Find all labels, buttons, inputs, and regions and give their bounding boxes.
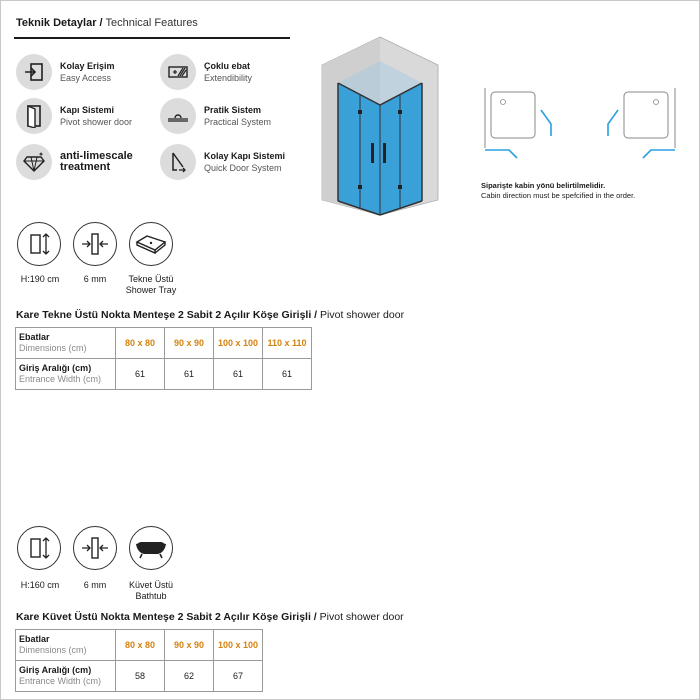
width-cell: 61 <box>214 359 263 390</box>
table2-title <box>16 611 404 623</box>
feature-pivot-door <box>16 98 132 134</box>
pivot-door-icon <box>16 98 52 134</box>
header-title-en: Technical Features <box>105 17 198 29</box>
entrance-width-label-tr: Giriş Aralığı (cm) <box>19 665 92 675</box>
bathtub-icon <box>129 526 173 570</box>
table-row <box>16 359 312 390</box>
shower-tray-label-tr: Tekne Üstü <box>128 274 174 284</box>
feature-label-tr: Kolay Kapı Sistemi <box>204 151 286 161</box>
order-note-en: Cabin direction must be spefcified in the order. <box>481 191 636 200</box>
feature-label-tr: Kapı Sistemi <box>60 105 115 115</box>
section-header <box>16 17 198 29</box>
feature-quick-door <box>160 144 285 180</box>
table-row <box>16 328 312 359</box>
practical-system-icon <box>160 98 196 134</box>
dimensions-label-tr: Ebatlar <box>19 634 50 644</box>
feature-practical-system <box>160 98 271 134</box>
feature-label-en: Easy Access <box>60 73 112 83</box>
feature-extendibility <box>160 54 252 90</box>
width-cell: 58 <box>116 661 165 692</box>
anti-limescale-icon <box>16 144 52 180</box>
width-cell: 67 <box>214 661 263 692</box>
feature-label-tr: Çoklu ebat <box>204 61 251 71</box>
height-icon <box>17 222 61 266</box>
glass-thickness-label: 6 mm <box>83 274 107 284</box>
shower-tray-label-en: Shower Tray <box>125 285 177 295</box>
dimensions-label-en: Dimensions (cm) <box>19 343 87 353</box>
bathtub-label-en: Bathtub <box>135 591 167 601</box>
feature-anti-limescale <box>16 144 134 180</box>
dimensions-label-en: Dimensions (cm) <box>19 645 87 655</box>
feature-label-tr: Kolay Erişim <box>60 61 115 71</box>
bathtub-label-tr: Küvet Üstü <box>128 580 174 590</box>
feature-label-en: Quick Door System <box>204 163 282 173</box>
table2 <box>15 629 263 692</box>
glass-thickness-label: 6 mm <box>83 580 107 590</box>
feature-label-en: Practical System <box>204 117 272 127</box>
size-cell: 90 x 90 <box>165 328 214 359</box>
feature-label-tr: anti-limescale treatment <box>60 150 133 173</box>
entrance-width-label-en: Entrance Width (cm) <box>19 676 102 686</box>
entrance-width-label <box>16 661 116 692</box>
feature-label-en: Pivot shower door <box>60 117 133 127</box>
entrance-width-label <box>16 359 116 390</box>
quick-door-icon <box>160 144 196 180</box>
table1-title <box>16 309 404 321</box>
table2-title-en: Pivot shower door <box>319 611 404 623</box>
size-cell: 100 x 100 <box>214 328 263 359</box>
table-row <box>16 630 263 661</box>
width-cell: 61 <box>116 359 165 390</box>
size-cell: 110 x 110 <box>263 328 312 359</box>
table-row <box>16 661 263 692</box>
glass-thickness-icon <box>73 526 117 570</box>
entrance-width-label-en: Entrance Width (cm) <box>19 374 102 384</box>
size-cell: 80 x 80 <box>116 630 165 661</box>
easy-access-icon <box>16 54 52 90</box>
size-cell: 100 x 100 <box>214 630 263 661</box>
order-note <box>481 181 635 201</box>
table1-title-tr: Kare Tekne Üstü Nokta Menteşe 2 Sabit 2 Açılır Köşe Girişli / <box>16 309 318 321</box>
height-icon <box>17 526 61 570</box>
height-label: H:190 cm <box>20 274 60 284</box>
entrance-width-label-tr: Giriş Aralığı (cm) <box>19 363 92 373</box>
header-title-tr: Teknik Detaylar / <box>16 17 103 29</box>
dimensions-label-tr: Ebatlar <box>19 332 50 342</box>
feature-label-tr: Pratik Sistem <box>204 105 262 115</box>
extendibility-icon <box>160 54 196 90</box>
width-cell: 61 <box>165 359 214 390</box>
right-direction-diagram <box>602 88 677 168</box>
glass-thickness-icon <box>73 222 117 266</box>
shower-cabin-illustration <box>320 35 440 220</box>
width-cell: 62 <box>165 661 214 692</box>
bathtub-label <box>116 580 186 602</box>
left-direction-diagram <box>483 88 558 168</box>
dimensions-label <box>16 630 116 661</box>
shower-tray-icon <box>129 222 173 266</box>
order-note-tr: Siparişte kabin yönü belirtilmelidir. <box>481 181 606 190</box>
size-cell: 80 x 80 <box>116 328 165 359</box>
table1-title-en: Pivot shower door <box>320 309 405 321</box>
dimensions-label <box>16 328 116 359</box>
table1 <box>15 327 312 390</box>
size-cell: 90 x 90 <box>165 630 214 661</box>
width-cell: 61 <box>263 359 312 390</box>
feature-label-en: Extendibility <box>204 73 253 83</box>
header-divider <box>14 37 290 39</box>
height-label: H:160 cm <box>20 580 60 590</box>
shower-tray-label <box>116 274 186 296</box>
feature-easy-access <box>16 54 115 90</box>
table2-title-tr: Kare Küvet Üstü Nokta Menteşe 2 Sabit 2 Açılır Köşe Girişli / <box>16 611 317 623</box>
